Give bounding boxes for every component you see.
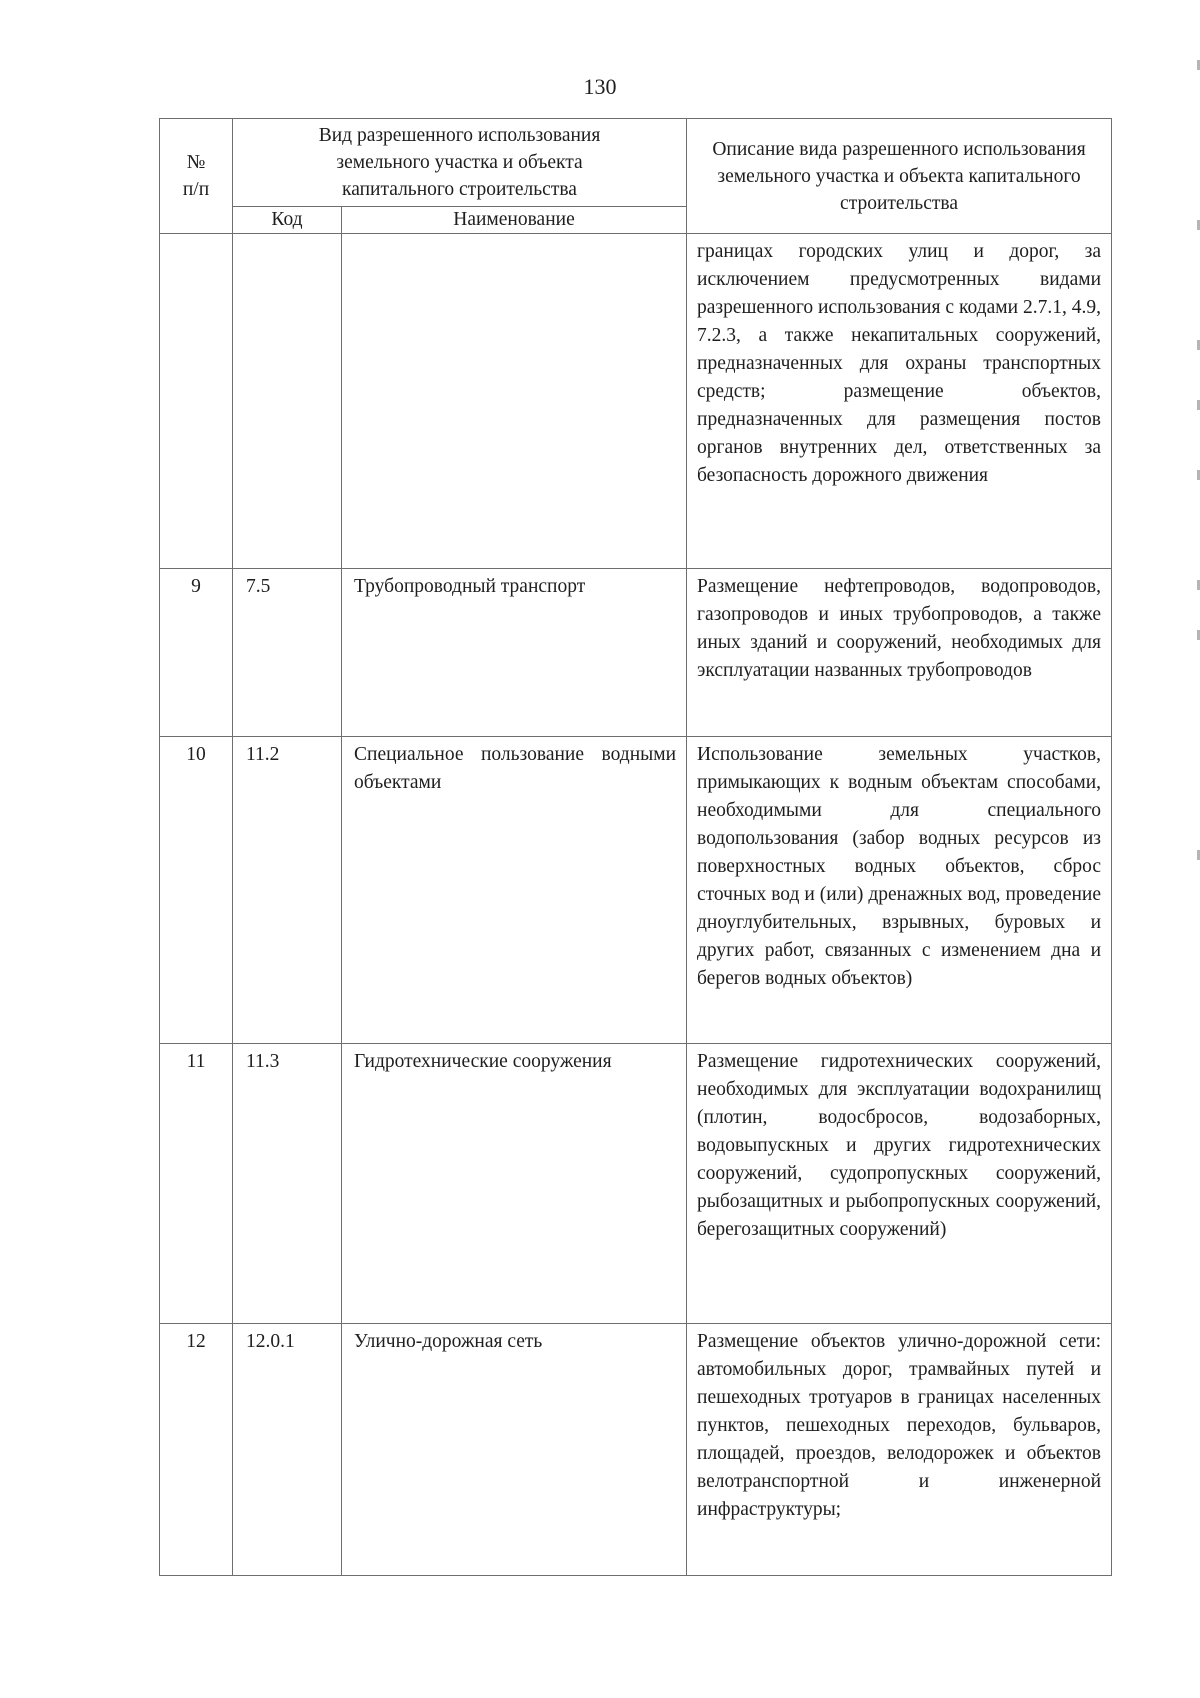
row-code: 11.2: [233, 737, 342, 1044]
header-code: Код: [233, 207, 342, 234]
row-name: Специальное пользование водными объектами: [342, 737, 687, 1044]
header-description: Описание вида разрешенного использования земельного участка и объекта капитального строительства: [687, 119, 1112, 234]
table-row: [160, 737, 1112, 1044]
row-number: 9: [160, 569, 233, 737]
row-description: Размещение объектов улично-дорожной сети: автомобильных дорог, трамвайных путей и пешеходных тротуаров в границах населенных пунктов, пешеходных переходов, бульваров, площадей, проездов, велодорожек и объектов велотранспортной и инженерной инфраструктуры;: [687, 1324, 1112, 1576]
table-row: [160, 234, 1112, 569]
row-description: Размещение нефтепроводов, водопроводов, газопроводов и иных трубопроводов, а также иных зданий и сооружений, необходимых для эксплуатации названных трубопроводов: [687, 569, 1112, 737]
row-number: 10: [160, 737, 233, 1044]
row-name: Улично-дорожная сеть: [342, 1324, 687, 1576]
table-row: [160, 1044, 1112, 1324]
header-number: № п/п: [160, 119, 233, 234]
header-name: Наименование: [342, 207, 687, 234]
header-permitted-use-type: Вид разрешенного использования земельного участка и объекта капитального строительства: [233, 119, 687, 207]
row-number: 11: [160, 1044, 233, 1324]
row-description: Использование земельных участков, примыкающих к водным объектам способами, необходимыми для специального водопользования (забор водных ресурсов из поверхностных водных объектов, сброс сточных вод и (или) дренажных вод, проведение дноуглубительных, взрывных, буровых и других работ, связанных с изменением дна и берегов водных объектов): [687, 737, 1112, 1044]
row-code: 12.0.1: [233, 1324, 342, 1576]
row-name: Трубопроводный транспорт: [342, 569, 687, 737]
row-description: Размещение гидротехнических сооружений, необходимых для эксплуатации водохранилищ (плотин, водосбросов, водозаборных, водовыпускных и других гидротехнических сооружений, судопропускных сооружений, рыбозащитных и рыбопропускных сооружений, берегозащитных сооружений): [687, 1044, 1112, 1324]
row-code: 11.3: [233, 1044, 342, 1324]
row-description: границах городских улиц и дорог, за исключением предусмотренных видами разрешенного использования с кодами 2.7.1, 4.9, 7.2.3, а также некапитальных сооружений, предназначенных для охраны транспортных средств; размещение объектов, предназначенных для размещения постов органов внутренних дел, ответственных за безопасность дорожного движения: [687, 234, 1112, 569]
page-number: 130: [583, 74, 617, 99]
scan-edge-marks: [1196, 60, 1200, 880]
table-row: [160, 569, 1112, 737]
row-name: [342, 234, 687, 569]
row-name: Гидротехнические сооружения: [342, 1044, 687, 1324]
permitted-use-table: [159, 118, 1112, 1576]
row-number: 12: [160, 1324, 233, 1576]
table-row: [160, 1324, 1112, 1576]
row-code: [233, 234, 342, 569]
row-number: [160, 234, 233, 569]
row-code: 7.5: [233, 569, 342, 737]
